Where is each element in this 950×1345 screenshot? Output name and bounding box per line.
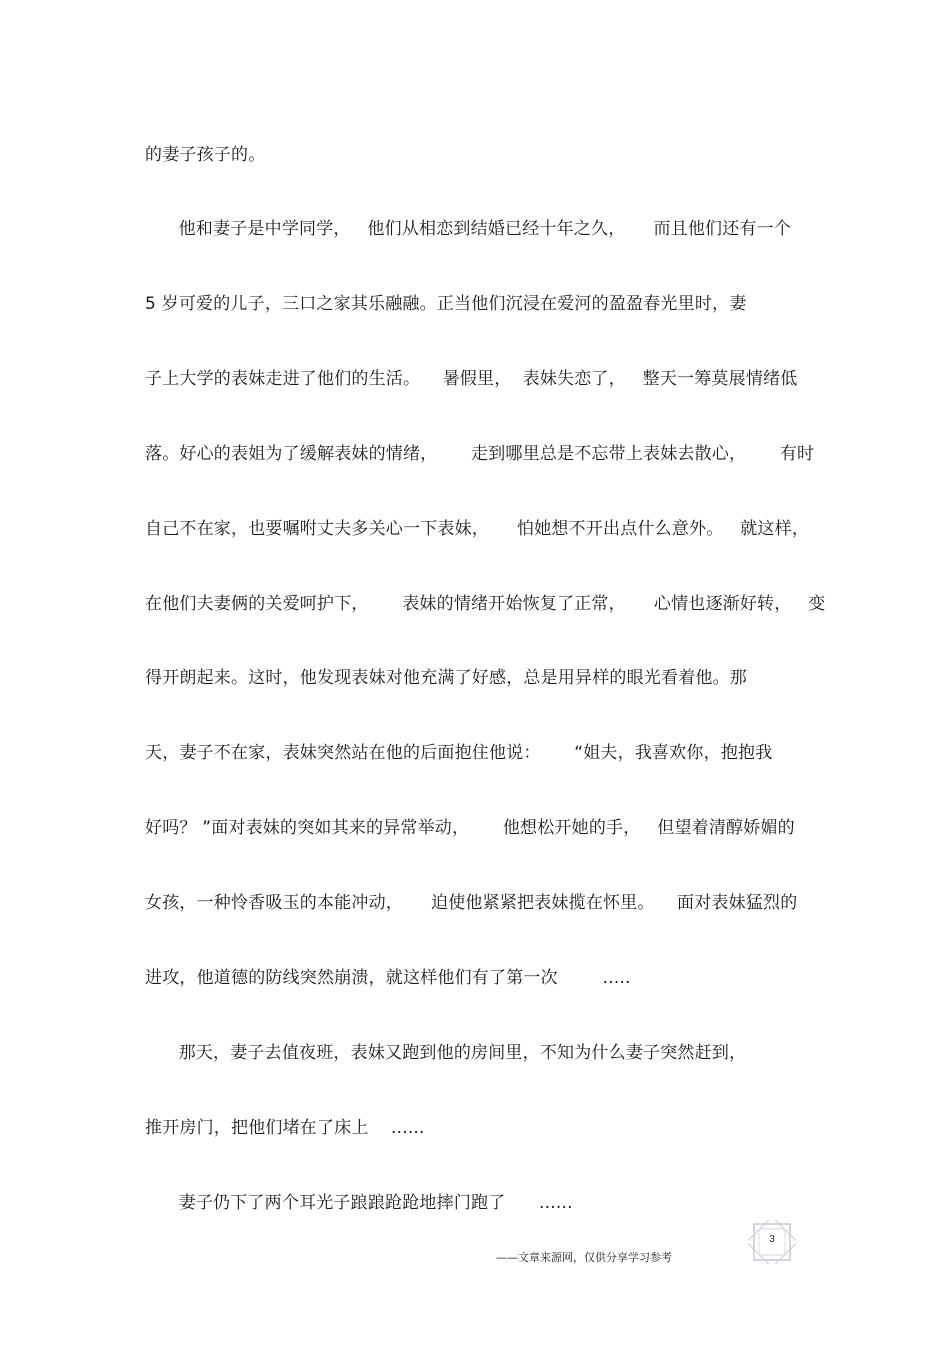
paragraph-line: 落。好心的表姐为了缓解表妹的情绪， 走到哪里总是不忘带上表妹去散心， 有时 xyxy=(145,444,815,464)
paragraph-line: 5 岁可爱的儿子，三口之家其乐融融。正当他们沉浸在爱河的盈盈春光里时，妻 xyxy=(145,294,747,314)
paragraph-line: 子上大学的表妹走进了他们的生活。 暑假里， 表妹失恋了， 整天一筹莫展情绪低 xyxy=(145,369,798,389)
paragraph-line: 好吗？ ”面对表妹的突如其来的异常举动， 他想松开她的手， 但望着清醇娇媚的 xyxy=(145,818,795,838)
paragraph-line: 那天，妻子去值夜班，表妹又跑到他的房间里，不知为什么妻子突然赶到， xyxy=(145,1043,747,1063)
page-number: 3 xyxy=(769,1234,775,1245)
paragraph-line: 的妻子孩子的。 xyxy=(145,145,266,165)
paragraph-line: 在他们夫妻俩的关爱呵护下， 表妹的情绪开始恢复了正常， 心情也逐渐好转， 变 xyxy=(145,594,826,614)
paragraph-line: 他和妻子是中学同学， 他们从相恋到结婚已经十年之久， 而且他们还有一个 xyxy=(145,219,792,239)
source-note: ——文章来源网，仅供分享学习参考 xyxy=(496,1251,672,1264)
paragraph-line: 妻子仍下了两个耳光子踉踉跄跄地摔门跑了 ...... xyxy=(145,1193,573,1213)
paragraph-line: 进攻，他道德的防线突然崩溃，就这样他们有了第一次 ..... xyxy=(145,968,631,988)
paragraph-line: 推开房门，把他们堵在了床上 ...... xyxy=(145,1118,425,1138)
paragraph-line: 自己不在家，也要嘱咐丈夫多关心一下表妹， 怕她想不开出点什么意外。 就这样， xyxy=(145,519,810,539)
paragraph-line: 得开朗起来。这时，他发现表妹对他充满了好感，总是用异样的眼光看着他。那 xyxy=(145,668,747,688)
paragraph-line: 天，妻子不在家，表妹突然站在他的后面抱住他说： “姐夫，我喜欢你，抱抱我 xyxy=(145,743,773,763)
page-number-badge xyxy=(748,1220,796,1264)
paragraph-line: 女孩，一种怜香吸玉的本能冲动， 迫使他紧紧把表妹揽在怀里。 面对表妹猛烈的 xyxy=(145,893,798,913)
